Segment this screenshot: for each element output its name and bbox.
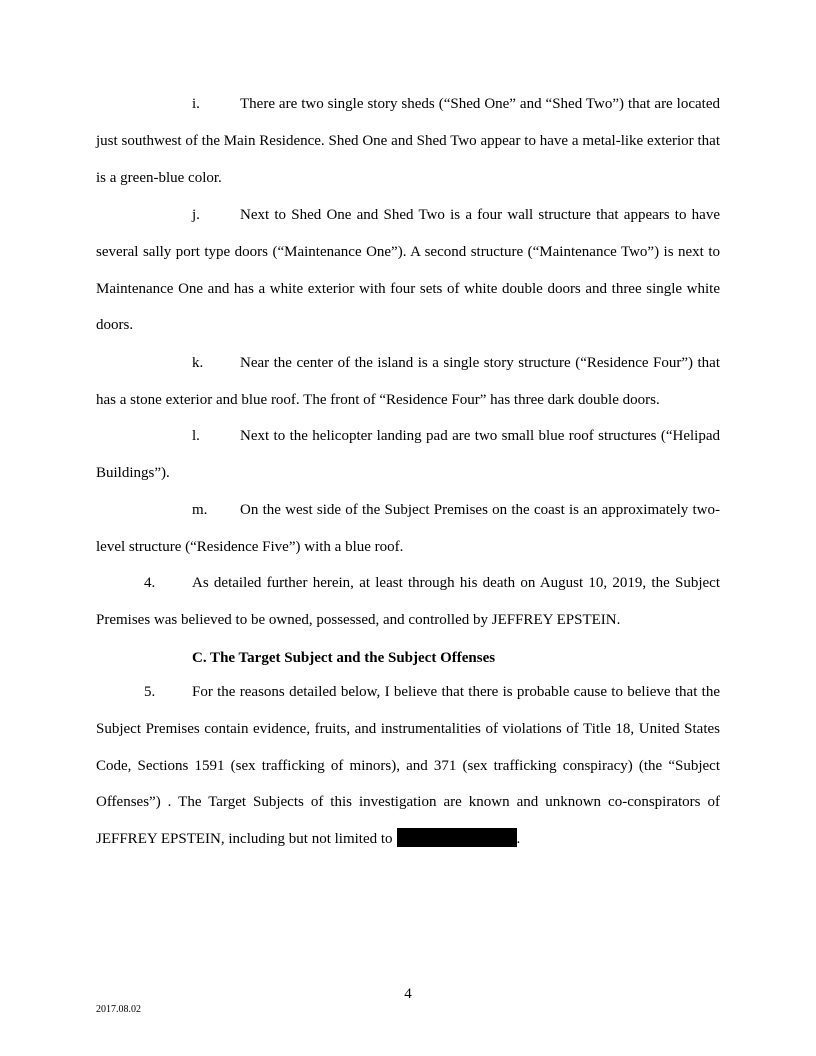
paragraph-marker: 4. — [144, 575, 156, 591]
paragraph-text: For the reasons detailed below, I believe that there is probable cause to believe that the Subject Premises contain evidence, fruits, and instrumentalities of violations of Title 18, United States Code, Sections 1591 (sex trafficking of minors), and 371 (sex trafficking conspiracy) (the “Subject Offenses”) . The Target Subjects of this investigation are known and unknown co-conspirators of JEFFREY EPSTEIN, including but not limited to — [96, 684, 720, 848]
section-heading: C. The Target Subject and the Subject Offenses — [192, 650, 496, 666]
paragraph-m — [96, 492, 720, 566]
paragraph-trailing: . — [516, 831, 521, 848]
paragraph-marker: k. — [192, 355, 204, 371]
paragraph-5 — [96, 674, 720, 858]
page-number: 4 — [404, 986, 412, 1002]
redaction-box — [397, 828, 517, 847]
paragraph-text: There are two single story sheds (“Shed One” and “Shed Two”) that are located just southwest of the Main Residence. Shed One and Shed Two appear to have a metal-like exterior that is a green-blue color. — [96, 96, 720, 186]
paragraph-l — [96, 418, 720, 492]
paragraph-marker: 5. — [144, 684, 156, 700]
paragraph-text: On the west side of the Subject Premises on the coast is an approximately two-level structure (“Residence Five”) with a blue roof. — [96, 502, 720, 555]
paragraph-marker: l. — [192, 428, 200, 444]
paragraph-text: Near the center of the island is a single story structure (“Residence Four”) that has a stone exterior and blue roof. The front of “Residence Four” has three dark double doors. — [96, 355, 720, 408]
paragraph-text: As detailed further herein, at least through his death on August 10, 2019, the Subject Premises was believed to be owned, possessed, and controlled by JEFFREY EPSTEIN. — [96, 575, 720, 628]
paragraph-4 — [96, 565, 720, 639]
paragraph-text: Next to Shed One and Shed Two is a four wall structure that appears to have several sally port type doors (“Maintenance One”). A second structure (“Maintenance Two”) is next to Maintenance One and has a white exterior with four sets of white double doors and three single white doors. — [96, 207, 720, 334]
paragraph-marker: m. — [192, 502, 208, 518]
footer-doc-code: 2017.08.02 — [96, 1004, 141, 1015]
paragraph-marker: i. — [192, 96, 200, 112]
paragraph-j — [96, 197, 720, 344]
paragraph-i — [96, 86, 720, 196]
paragraph-text: Next to the helicopter landing pad are two small blue roof structures (“Helipad Buildings”). — [96, 428, 720, 481]
paragraph-marker: j. — [192, 207, 200, 223]
paragraph-k — [96, 345, 720, 419]
